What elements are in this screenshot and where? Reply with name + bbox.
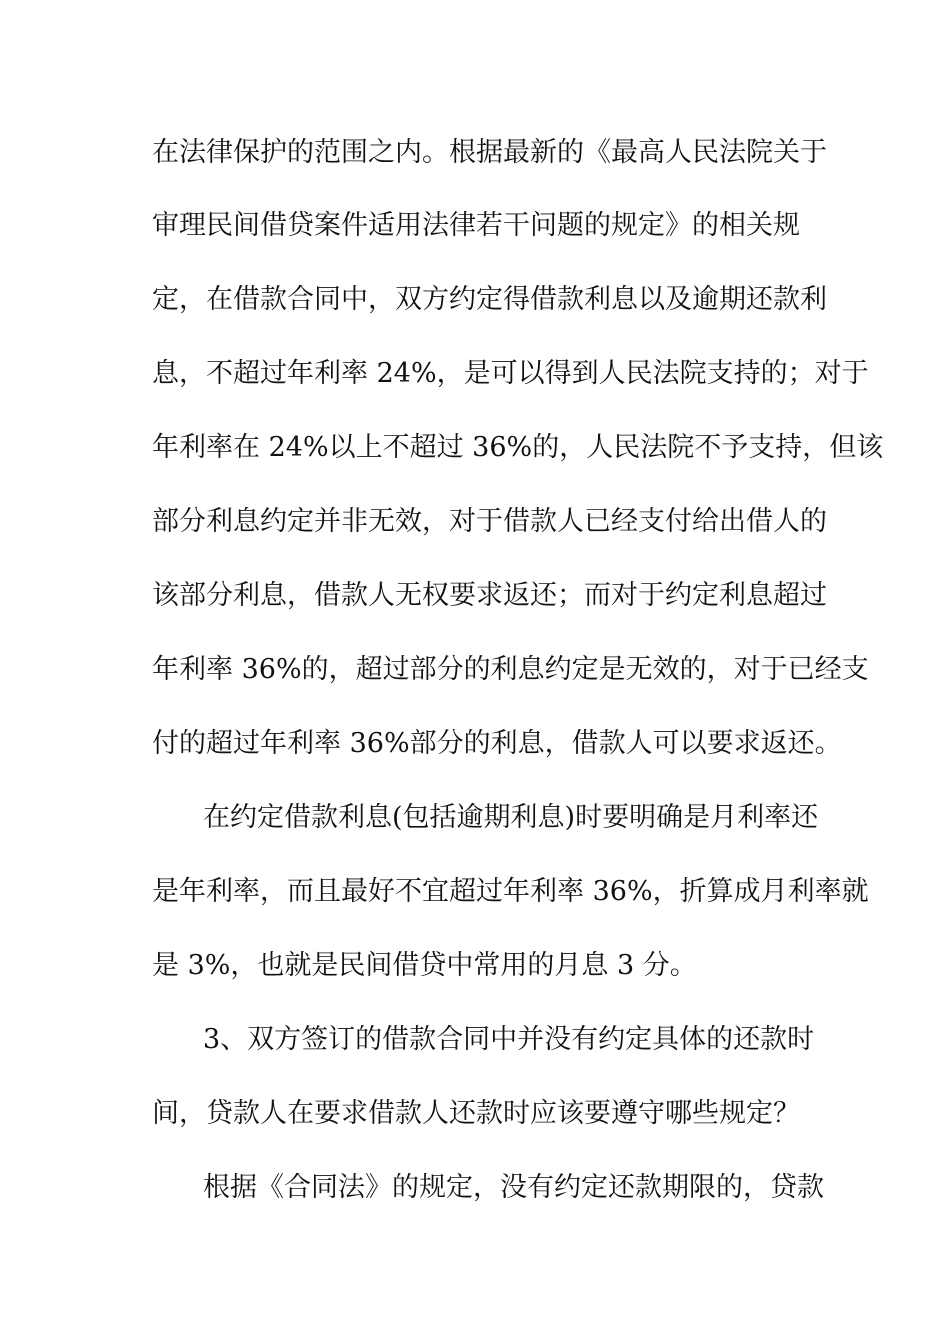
text-line: 间，贷款人在要求借款人还款时应该要遵守哪些规定？ (152, 1098, 800, 1129)
paragraph-start-line: 根据《合同法》的规定，没有约定还款期限的，贷款 (203, 1172, 824, 1203)
text-line: 是年利率，而且最好不宜超过年利率 36%，折算成月利率就 (152, 876, 869, 907)
text-line: 该部分利息，借款人无权要求返还；而对于约定利息超过 (152, 580, 827, 611)
paragraph-start-line: 3、双方签订的借款合同中并没有约定具体的还款时 (203, 1024, 815, 1055)
text-line: 在法律保护的范围之内。根据最新的《最高人民法院关于 (152, 137, 827, 168)
text-line: 审理民间借贷案件适用法律若干问题的规定》的相关规 (152, 210, 800, 241)
text-line: 年利率 36%的，超过部分的利息约定是无效的，对于已经支 (152, 654, 869, 685)
text-line: 年利率在 24%以上不超过 36%的，人民法院不予支持，但该 (152, 432, 884, 463)
text-line: 是 3%，也就是民间借贷中常用的月息 3 分。 (152, 950, 697, 981)
text-line: 付的超过年利率 36%部分的利息，借款人可以要求返还。 (152, 728, 842, 759)
text-line: 部分利息约定并非无效，对于借款人已经支付给出借人的 (152, 506, 827, 537)
paragraph-start-line: 在约定借款利息(包括逾期利息)时要明确是月利率还 (203, 802, 819, 833)
text-line: 息，不超过年利率 24%，是可以得到人民法院支持的；对于 (152, 358, 869, 389)
text-line: 定，在借款合同中，双方约定得借款利息以及逾期还款利 (152, 284, 827, 315)
